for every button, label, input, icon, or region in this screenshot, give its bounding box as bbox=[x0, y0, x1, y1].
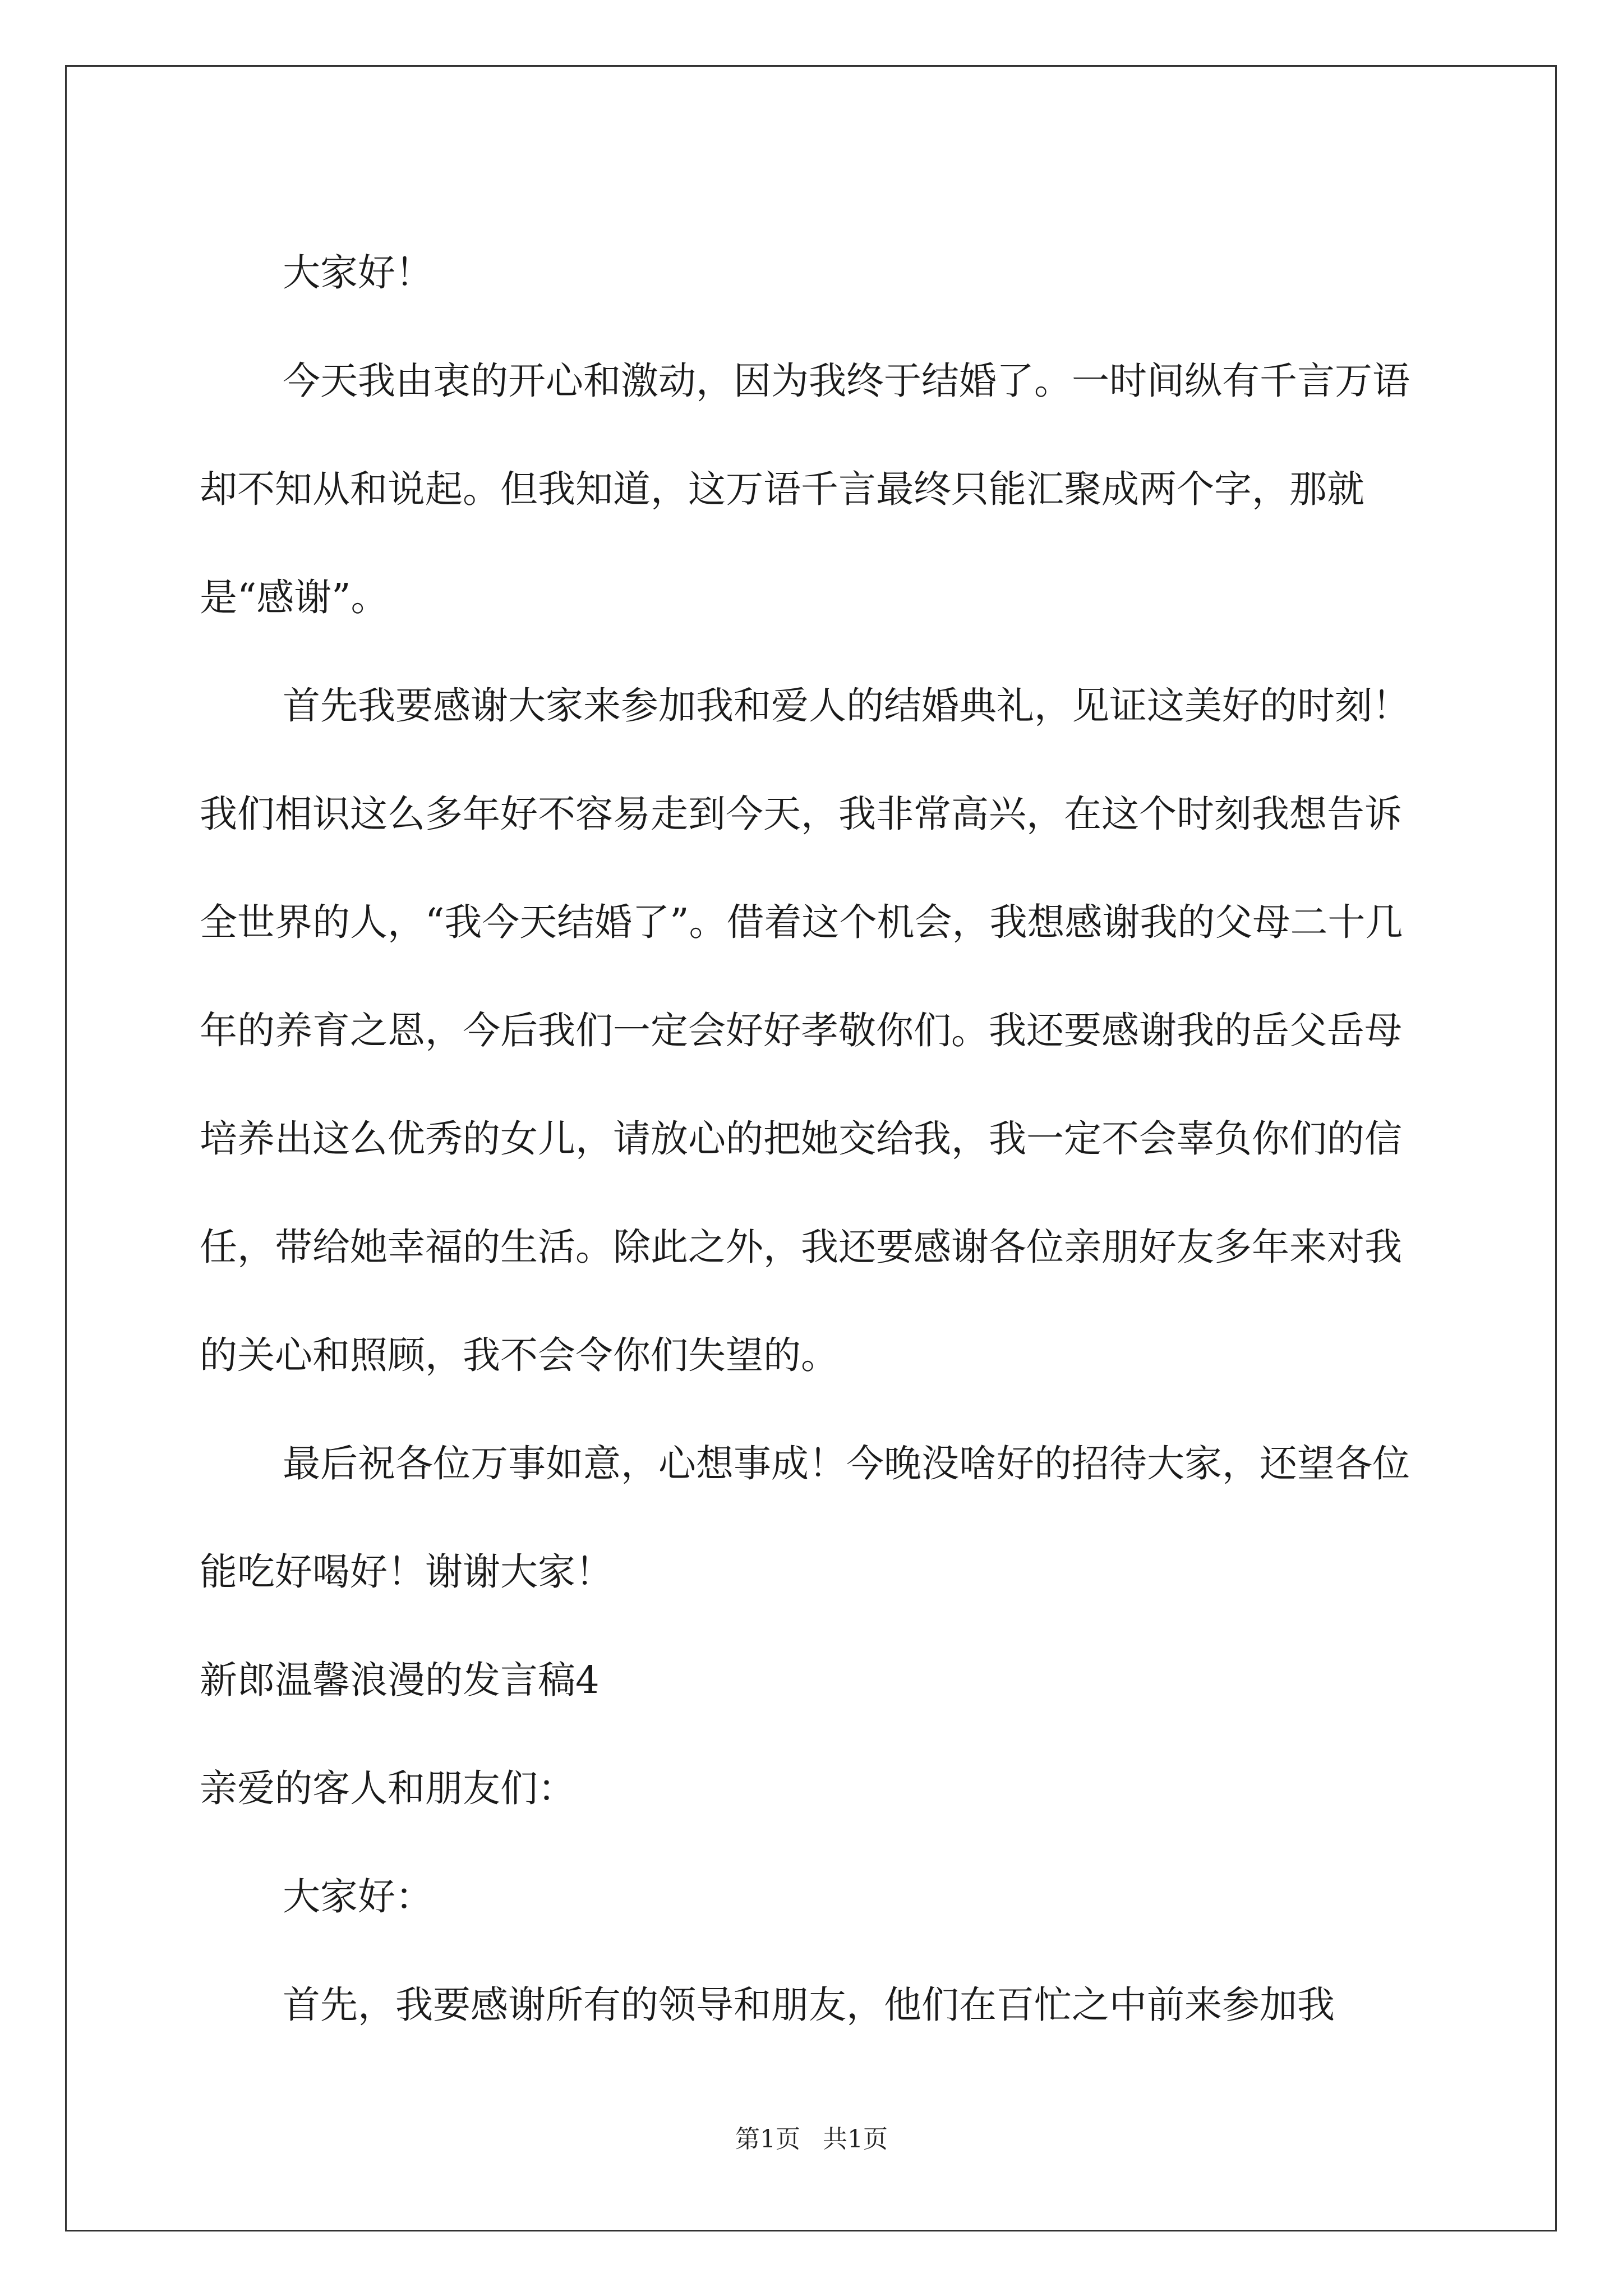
paragraph-thanks: 首先我要感谢大家来参加我和爱人的结婚典礼，见证这美好的时刻！我们相识这么多年好不容易走到今天，我非常高兴，在这个时刻我想告诉全世界的人，“我今天结婚了”。借着这个机会，我想感谢我的父母二十几年的养育之恩，今后我们一定会好好孝敬你们。我还要感谢我的岳父岳母培养出这么优秀的女儿，请放心的把她交给我，我一定不会辜负你们的信任，带给她幸福的生活。除此之外，我还要感谢各位亲朋好友多年来对我的关心和照顾，我不会令你们失望的。 bbox=[200, 684, 1410, 1377]
page-number-total: 共1页 bbox=[823, 2125, 888, 2154]
document-body bbox=[200, 219, 1433, 2059]
page-number-current: 第1页 bbox=[735, 2125, 800, 2154]
paragraph-greeting: 大家好！ bbox=[283, 251, 433, 295]
paragraph-opening: 今天我由衷的开心和激动，因为我终于结婚了。一时间纵有千言万语却不知从和说起。但我知道，这万语千言最终只能汇聚成两个字，那就是“感谢”。 bbox=[200, 359, 1410, 619]
paragraph-greeting-2: 大家好： bbox=[283, 1875, 433, 1918]
paragraph-first: 首先，我要感谢所有的领导和朋友，他们在百忙之中前来参加我 bbox=[283, 1983, 1335, 2027]
salutation: 亲爱的客人和朋友们： bbox=[200, 1766, 575, 1810]
page-footer bbox=[0, 2123, 1623, 2156]
section-heading: 新郎温馨浪漫的发言稿4 bbox=[200, 1658, 600, 1702]
paragraph-closing: 最后祝各位万事如意，心想事成！今晚没啥好的招待大家，还望各位能吃好喝好！谢谢大家！ bbox=[200, 1442, 1410, 1594]
